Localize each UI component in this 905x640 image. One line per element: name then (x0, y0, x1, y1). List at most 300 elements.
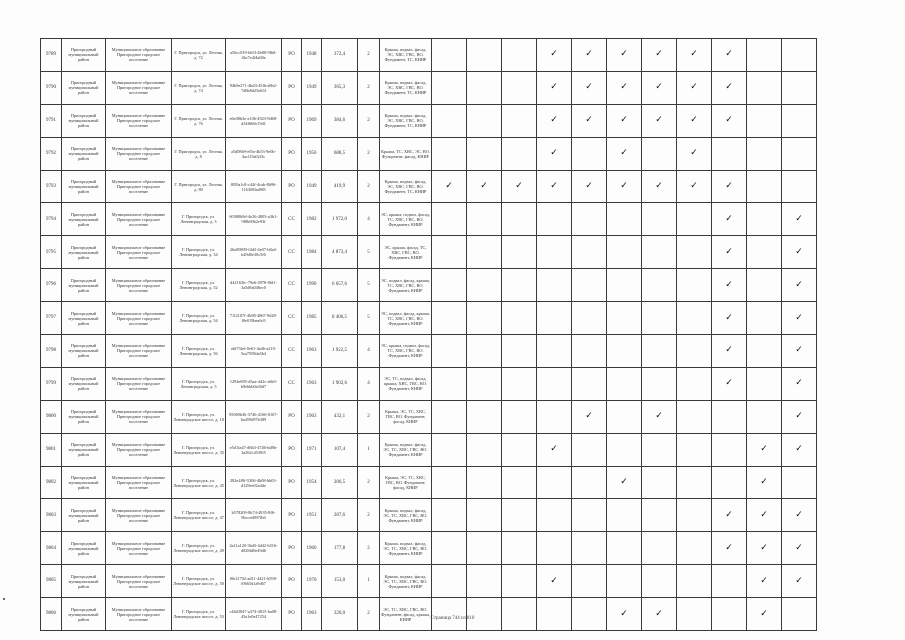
check-icon: ✓ (725, 542, 733, 553)
check-icon: ✓ (550, 181, 558, 191)
work-mark-cell (432, 433, 467, 466)
area-cell: 1 902,6 (322, 367, 358, 400)
check-icon: ✓ (795, 444, 803, 455)
year-built-cell: 1949 (302, 170, 322, 203)
work-mark-cell (467, 335, 502, 368)
municipality-cell: Муниципальное образование Пригородное городское поселение (106, 236, 172, 269)
work-mark-cell (537, 400, 572, 433)
area-cell: 1 972,0 (322, 203, 358, 236)
check-icon: ✓ (445, 181, 453, 191)
year-built-cell: 1948 (302, 39, 322, 72)
work-mark-cell (642, 565, 677, 598)
check-icon: ✓ (795, 542, 803, 553)
year-built-cell: 1949 (302, 71, 322, 104)
address-cell: Г. Пригородск, ул. Лесная, д. 72 (172, 39, 226, 72)
floors-cell: 2 (358, 400, 380, 433)
check-icon: ✓ (760, 608, 768, 619)
address-cell: Г. Пригородск, ул. Ленинградское шоссе, д. 47 (172, 499, 226, 532)
work-mark-cell (502, 433, 537, 466)
address-cell: Г. Пригородск, ул. Ленинградское шоссе, д. 49 (172, 532, 226, 565)
work-mark-cell (677, 367, 712, 400)
row-id: 9806 (41, 598, 62, 631)
house-code-cell: f8e21702-ad11-4421-b598-f0665d1a9d67 (226, 565, 282, 598)
house-code-cell: f050a1c8-c44f-4cab-8b96-1163f80ad9f8 (226, 170, 282, 203)
work-mark-cell (747, 104, 782, 137)
work-mark-cell (502, 203, 537, 236)
table-row (41, 71, 817, 104)
work-mark-cell (432, 565, 467, 598)
work-mark-cell (502, 104, 537, 137)
year-built-cell: 1963 (302, 400, 322, 433)
check-icon: ✓ (585, 411, 593, 422)
area-cell: 688,5 (322, 137, 358, 170)
work-mark-cell (537, 499, 572, 532)
work-mark-cell (642, 71, 677, 104)
floors-cell: 1 (358, 565, 380, 598)
work-mark-cell (502, 335, 537, 368)
work-mark-cell (502, 302, 537, 335)
check-icon: ✓ (725, 213, 733, 224)
work-mark-cell (712, 565, 747, 598)
work-mark-cell (677, 466, 712, 499)
check-icon: ✓ (725, 115, 733, 126)
house-type-cell: РО (282, 170, 302, 203)
municipality-cell: Муниципальное образование Пригородное городское поселение (106, 302, 172, 335)
work-mark-cell (607, 39, 642, 72)
row-id: 9803 (41, 499, 62, 532)
work-mark-cell (747, 335, 782, 368)
work-mark-cell (782, 433, 817, 466)
work-mark-cell (607, 433, 642, 466)
address-cell: Г. Пригородск, ул. Ленинградское шоссе, д. 53 (172, 598, 226, 631)
year-built-cell: 1971 (302, 433, 322, 466)
work-mark-cell (782, 466, 817, 499)
work-list-cell: ЭС, крыша, подвал, фасад, ТС, ХВС, ГВС, ВО. Фундамент, КНИР (380, 335, 432, 368)
check-icon: ✓ (655, 411, 663, 422)
district-cell: Пригородный муниципальный район (62, 499, 106, 532)
work-mark-cell (502, 170, 537, 203)
address-cell: Г. Пригородск, ул. Лесная, д. 8 (172, 137, 226, 170)
house-type-cell: СС (282, 236, 302, 269)
year-built-cell: 1969 (302, 104, 322, 137)
check-icon: ✓ (655, 49, 663, 60)
work-mark-cell (607, 367, 642, 400)
work-mark-cell (677, 532, 712, 565)
check-icon: ✓ (760, 575, 768, 586)
check-icon: ✓ (760, 509, 768, 520)
work-list-cell: Крыша, подвал, фасад, ЭС, ХВС, ГВС, ВО. Фундамент, ТС, КНИР (380, 104, 432, 137)
work-mark-cell (467, 269, 502, 302)
district-cell: Пригородный муниципальный район (62, 598, 106, 631)
work-mark-cell (467, 400, 502, 433)
house-type-cell: РО (282, 598, 302, 631)
work-mark-cell (432, 335, 467, 368)
work-mark-cell (607, 104, 642, 137)
table-row (41, 137, 817, 170)
work-mark-cell (782, 170, 817, 203)
table-row (41, 170, 817, 203)
area-cell: 4 873,4 (322, 236, 358, 269)
work-mark-cell (642, 236, 677, 269)
work-list-cell: ЭС, крыша, фасад, ТС, ХВС, ГВС, ВО. Фундамент, КНИР (380, 236, 432, 269)
work-mark-cell (432, 104, 467, 137)
work-list-cell: Крыша, подвал, фасад, ЭС, ТС, ХВС, ГВС, ВО. Фундамент, КНИР (380, 433, 432, 466)
house-type-cell: СС (282, 367, 302, 400)
work-list-cell: Крыша, ЭС, ТС, ХВС, ГВС, ВО. Фундамент, фасад, КНИР (380, 466, 432, 499)
work-list-cell: Крыша, подвал, фасад, ЭС, ТС, ХВС, ГВС, ВО. Фундамент, КНИР (380, 499, 432, 532)
work-list-cell: Крыша, подвал, фасад, ЭС, ТС, ХВС, ГВС, ВО. Фундамент, КНИР (380, 565, 432, 598)
work-mark-cell (642, 104, 677, 137)
work-mark-cell (677, 236, 712, 269)
floors-cell: 2 (358, 598, 380, 631)
work-mark-cell (432, 137, 467, 170)
house-code-cell: a6f73fef-0e61-4a46-a210-5ea7958da5b4 (226, 335, 282, 368)
work-mark-cell (747, 499, 782, 532)
house-type-cell: РО (282, 400, 302, 433)
house-code-cell: 282e4f9f-5306-4b08-bb03-d129ee02a4de (226, 466, 282, 499)
check-icon: ✓ (725, 49, 733, 60)
district-cell: Пригородный муниципальный район (62, 302, 106, 335)
row-id: 9796 (41, 269, 62, 302)
row-id: 9795 (41, 236, 62, 269)
work-mark-cell (607, 236, 642, 269)
district-cell: Пригородный муниципальный район (62, 71, 106, 104)
row-id: 9802 (41, 466, 62, 499)
work-mark-cell (782, 39, 817, 72)
table-row (41, 565, 817, 598)
work-mark-cell (572, 269, 607, 302)
work-mark-cell (572, 39, 607, 72)
municipality-cell: Муниципальное образование Пригородное городское поселение (106, 565, 172, 598)
work-mark-cell (572, 466, 607, 499)
row-id: 9797 (41, 302, 62, 335)
district-cell: Пригородный муниципальный район (62, 532, 106, 565)
check-icon: ✓ (620, 115, 628, 126)
work-mark-cell (782, 598, 817, 631)
work-mark-cell (642, 400, 677, 433)
work-list-cell: Крыша, подвал, фасад, ЭС, ХВС, ГВС, ВО. Фундамент, ТС, КНИР (380, 71, 432, 104)
house-code-cell: a5d08b9-e0fa-4b53-9e0b-4ac1f5a02f3c (226, 137, 282, 170)
work-mark-cell (502, 269, 537, 302)
work-mark-cell (782, 269, 817, 302)
table-row (41, 466, 817, 499)
floors-cell: 2 (358, 137, 380, 170)
work-mark-cell (642, 532, 677, 565)
municipality-cell: Муниципальное образование Пригородное городское поселение (106, 532, 172, 565)
work-mark-cell (642, 466, 677, 499)
work-mark-cell (572, 499, 607, 532)
check-icon: ✓ (725, 378, 733, 389)
work-mark-cell (467, 598, 502, 631)
work-mark-cell (537, 433, 572, 466)
check-icon: ✓ (550, 82, 558, 93)
floors-cell: 5 (358, 302, 380, 335)
house-code-cell: c4b02847-a374-4815-ba08-45a1e0e47254 (226, 598, 282, 631)
floors-cell: 2 (358, 532, 380, 565)
work-list-cell: Крыша, ТС, ХВС, ЭС, ВО. Фундамент, фасад, КНИР (380, 137, 432, 170)
work-mark-cell (782, 236, 817, 269)
work-mark-cell (502, 137, 537, 170)
area-cell: 206,5 (322, 466, 358, 499)
district-cell: Пригородный муниципальный район (62, 39, 106, 72)
work-mark-cell (467, 170, 502, 203)
work-mark-cell (502, 400, 537, 433)
row-id: 9791 (41, 104, 62, 137)
row-id: 9800 (41, 400, 62, 433)
work-mark-cell (782, 565, 817, 598)
work-mark-cell (432, 203, 467, 236)
check-icon: ✓ (690, 148, 698, 159)
check-icon: ✓ (795, 345, 803, 356)
check-icon: ✓ (690, 49, 698, 60)
work-mark-cell (467, 532, 502, 565)
year-built-cell: 1951 (302, 499, 322, 532)
check-icon: ✓ (655, 608, 663, 619)
check-icon: ✓ (795, 509, 803, 520)
check-icon: ✓ (550, 444, 558, 455)
work-mark-cell (572, 137, 607, 170)
work-mark-cell (782, 137, 817, 170)
work-mark-cell (432, 598, 467, 631)
work-mark-cell (782, 532, 817, 565)
work-mark-cell (572, 104, 607, 137)
check-icon: ✓ (795, 575, 803, 586)
work-mark-cell (747, 39, 782, 72)
check-icon: ✓ (760, 477, 768, 488)
row-id: 9789 (41, 39, 62, 72)
address-cell: Г. Пригородск, ул. Ленинградская, д. 54 (172, 302, 226, 335)
work-mark-cell (432, 236, 467, 269)
year-built-cell: 1963 (302, 598, 322, 631)
house-type-cell: СС (282, 302, 302, 335)
work-mark-cell (502, 565, 537, 598)
house-code-cell: b578209-8b74-4935-8f6-8bcced897fb6 (226, 499, 282, 532)
work-mark-cell (607, 203, 642, 236)
work-mark-cell (537, 39, 572, 72)
area-cell: 153,0 (322, 565, 358, 598)
work-mark-cell (502, 466, 537, 499)
work-mark-cell (782, 367, 817, 400)
district-cell: Пригородный муниципальный район (62, 400, 106, 433)
area-cell: 372,4 (322, 39, 358, 72)
district-cell: Пригородный муниципальный район (62, 367, 106, 400)
address-cell: Г. Пригородск, ул. Ленинградская, д. 3 (172, 203, 226, 236)
municipality-cell: Муниципальное образование Пригородное городское поселение (106, 598, 172, 631)
municipality-cell: Муниципальное образование Пригородное городское поселение (106, 400, 172, 433)
work-mark-cell (467, 71, 502, 104)
work-mark-cell (537, 598, 572, 631)
work-mark-cell (747, 367, 782, 400)
table-row (41, 499, 817, 532)
check-icon: ✓ (585, 115, 593, 126)
district-cell: Пригородный муниципальный район (62, 236, 106, 269)
year-built-cell: 1982 (302, 203, 322, 236)
work-mark-cell (607, 71, 642, 104)
work-mark-cell (467, 367, 502, 400)
year-built-cell: 1960 (302, 532, 322, 565)
check-icon: ✓ (690, 115, 698, 126)
house-code-cell: 71f2107f-4b98-4867-9d28-f0e019bea6c9 (226, 302, 282, 335)
house-type-cell: РО (282, 499, 302, 532)
check-icon: ✓ (515, 181, 523, 191)
floors-cell: 4 (358, 203, 380, 236)
work-mark-cell (537, 71, 572, 104)
work-mark-cell (677, 39, 712, 72)
work-mark-cell (432, 499, 467, 532)
house-code-cell: 26a00809-f4d3-4e07-b8a4-b49d0e30c5f6 (226, 236, 282, 269)
municipality-cell: Муниципальное образование Пригородное городское поселение (106, 367, 172, 400)
work-mark-cell (572, 598, 607, 631)
work-mark-cell (537, 466, 572, 499)
work-mark-cell (642, 203, 677, 236)
work-list-cell: Крыша, подвал, фасад, ЭС, ТС, ХВС, ГВС, ВО. Фундамент, КНИР (380, 532, 432, 565)
district-cell: Пригородный муниципальный район (62, 565, 106, 598)
work-mark-cell (467, 433, 502, 466)
work-mark-cell (572, 71, 607, 104)
check-icon: ✓ (725, 345, 733, 356)
work-mark-cell (467, 565, 502, 598)
floors-cell: 2 (358, 104, 380, 137)
house-type-cell: РО (282, 39, 302, 72)
work-mark-cell (432, 466, 467, 499)
work-mark-cell (747, 203, 782, 236)
work-mark-cell (432, 302, 467, 335)
floors-cell: 1 (358, 433, 380, 466)
work-mark-cell (782, 71, 817, 104)
work-mark-cell (537, 137, 572, 170)
table-row (41, 433, 817, 466)
work-mark-cell (677, 335, 712, 368)
municipality-cell: Муниципальное образование Пригородное городское поселение (106, 71, 172, 104)
row-id: 9798 (41, 335, 62, 368)
house-type-cell: РО (282, 466, 302, 499)
work-list-cell: Крыша, подвал, фасад, ЭС, ХВС, ГВС, ВО. Фундамент, ТС, КНИР (380, 170, 432, 203)
register-table (40, 38, 817, 631)
check-icon: ✓ (620, 49, 628, 60)
house-type-cell: СС (282, 203, 302, 236)
work-mark-cell (642, 367, 677, 400)
work-mark-cell (502, 532, 537, 565)
district-cell: Пригородный муниципальный район (62, 433, 106, 466)
year-built-cell: 1954 (302, 466, 322, 499)
work-mark-cell (502, 499, 537, 532)
work-mark-cell (712, 269, 747, 302)
floors-cell: 2 (358, 71, 380, 104)
area-cell: 365,3 (322, 71, 358, 104)
work-mark-cell (747, 532, 782, 565)
work-mark-cell (607, 598, 642, 631)
work-mark-cell (747, 466, 782, 499)
work-mark-cell (782, 335, 817, 368)
year-built-cell: 1963 (302, 367, 322, 400)
check-icon: ✓ (550, 49, 558, 60)
work-mark-cell (747, 302, 782, 335)
check-icon: ✓ (550, 575, 558, 586)
area-cell: 320,0 (322, 598, 358, 631)
work-mark-cell (537, 367, 572, 400)
work-mark-cell (712, 39, 747, 72)
work-list-cell: ЭС, ТС, ХВС, ГВС, ВО. Фундамент, фасад, крыша, КНИР (380, 598, 432, 631)
table-row (41, 203, 817, 236)
check-icon: ✓ (690, 181, 698, 191)
area-cell: 6 657,6 (322, 269, 358, 302)
area-cell: 384,6 (322, 104, 358, 137)
work-mark-cell (712, 532, 747, 565)
floors-cell: 4 (358, 367, 380, 400)
work-list-cell: Крыша, ЭС, ТС, ХВС, ГВС, ВО. Фундамент, фасад, КНИР (380, 400, 432, 433)
work-mark-cell (607, 499, 642, 532)
year-built-cell: 1963 (302, 335, 322, 368)
check-icon: ✓ (795, 246, 803, 257)
work-mark-cell (712, 367, 747, 400)
house-code-cell: e5d1fa47-d6b3-4746-bd8b-3a562c4539f5 (226, 433, 282, 466)
work-mark-cell (537, 203, 572, 236)
table-row (41, 532, 817, 565)
house-type-cell: РО (282, 137, 302, 170)
floors-cell: 4 (358, 335, 380, 368)
check-icon: ✓ (620, 181, 628, 191)
work-mark-cell (712, 400, 747, 433)
work-list-cell: ЭС, крыша, подвал, фасад, ТС, ХВС, ГВС, ВО. Фундамент, КНИР (380, 203, 432, 236)
work-mark-cell (467, 137, 502, 170)
check-icon: ✓ (480, 181, 488, 191)
table-row (41, 104, 817, 137)
work-mark-cell (467, 302, 502, 335)
work-mark-cell (572, 302, 607, 335)
house-code-cell: e6e08b3e-a106-4923-9d68-d34f6b9e19d1 (226, 104, 282, 137)
check-icon: ✓ (620, 477, 628, 488)
work-mark-cell (677, 203, 712, 236)
area-cell: 177,8 (322, 532, 358, 565)
work-mark-cell (747, 269, 782, 302)
work-mark-cell (607, 532, 642, 565)
floors-cell: 2 (358, 170, 380, 203)
floors-cell: 5 (358, 269, 380, 302)
work-mark-cell (782, 302, 817, 335)
work-mark-cell (747, 400, 782, 433)
check-icon: ✓ (760, 444, 768, 455)
work-mark-cell (607, 335, 642, 368)
year-built-cell: 1984 (302, 236, 322, 269)
work-mark-cell (572, 335, 607, 368)
work-mark-cell (712, 302, 747, 335)
work-mark-cell (712, 137, 747, 170)
work-mark-cell (432, 39, 467, 72)
work-list-cell: ЭС, ТС, подвал, фасад, крыша, ХВС, ГВС, ВО. Фундамент, КНИР (380, 367, 432, 400)
municipality-cell: Муниципальное образование Пригородное городское поселение (106, 203, 172, 236)
check-icon: ✓ (795, 378, 803, 389)
district-cell: Пригородный муниципальный район (62, 170, 106, 203)
floors-cell: 5 (358, 236, 380, 269)
address-cell: Г. Пригородск, ул. Ленинградская, д. 5 (172, 367, 226, 400)
work-mark-cell (572, 400, 607, 433)
work-mark-cell (677, 433, 712, 466)
municipality-cell: Муниципальное образование Пригородное городское поселение (106, 433, 172, 466)
work-mark-cell (572, 532, 607, 565)
work-mark-cell (572, 170, 607, 203)
work-mark-cell (537, 269, 572, 302)
row-id: 9792 (41, 137, 62, 170)
work-mark-cell (432, 532, 467, 565)
work-mark-cell (747, 137, 782, 170)
house-code-cell: 4a11a120-3bd3-4d42-b516-d826fd0e49d6 (226, 532, 282, 565)
municipality-cell: Муниципальное образование Пригородное городское поселение (106, 269, 172, 302)
scan-mark (3, 598, 5, 600)
row-id: 9804 (41, 532, 62, 565)
work-mark-cell (467, 466, 502, 499)
house-code-cell: a56cc019-b6f3-4b88-9fb8-4bc7e4f4a68a (226, 39, 282, 72)
house-type-cell: РО (282, 532, 302, 565)
